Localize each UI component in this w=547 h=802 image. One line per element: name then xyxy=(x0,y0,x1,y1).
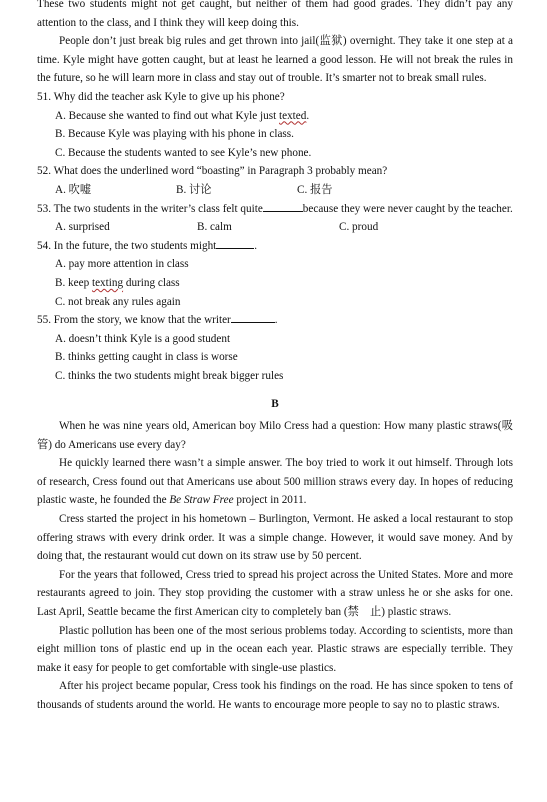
question-51-option-c[interactable]: C. Because the students wanted to see Kyle’s new phone. xyxy=(55,146,312,159)
question-51-option-b[interactable]: B. Because Kyle was playing with his phone in class. xyxy=(55,128,294,141)
question-52-option-a[interactable]: A. 吹嘘 xyxy=(55,183,92,196)
question-52-option-b[interactable]: B. 讨论 xyxy=(176,183,212,196)
project-name-italic: Be Straw Free xyxy=(169,494,234,507)
paragraph-text-tail: project in 2011. xyxy=(233,494,307,507)
question-51-stem: 51. Why did the teacher ask Kyle to give up his phone? xyxy=(37,90,285,103)
question-54-option-c[interactable]: C. not break any rules again xyxy=(55,295,181,308)
stem-text-tail: . xyxy=(254,239,258,252)
question-53-option-b[interactable]: B. calm xyxy=(197,221,232,234)
question-52-options xyxy=(37,181,513,200)
passage-b-paragraph-5: Plastic pollution has been one of the most serious problems today. According to scientists, more than eight million tons of plastic end up in the ocean each year. Plastic straws are especially terrible. They make it easy for people to get comfortable with single-use plastics. xyxy=(37,624,513,674)
passage-a-top-line: These two students might not get caught, but neither of them had good grades. They didn’t pay any attention to the class, and I think they will keep doing this. xyxy=(37,0,513,29)
question-54-stem xyxy=(37,237,513,256)
answer-blank xyxy=(216,237,254,249)
paragraph-text: He quickly learned there wasn’t a simple answer. The boy tried to work it out himself. Through lots of research, Cress found out that Americans use about 500 million straws every day. In hopes of reducing plastic waste, he founded the xyxy=(37,457,513,507)
question-54-option-b[interactable] xyxy=(37,274,513,293)
question-55-option-a[interactable]: A. doesn’t think Kyle is a good student xyxy=(55,332,231,345)
stem-text: 53. The two students in the writer’s class felt quite xyxy=(37,202,263,215)
answer-blank xyxy=(231,311,275,323)
stem-text-tail: because they were never caught by the teacher. xyxy=(302,202,513,215)
passage-b-paragraph-6: After his project became popular, Cress took his findings on the road. He has since spoken to tens of thousands of students around the world. He wants to encourage more people to say no to plastic straws. xyxy=(37,680,513,711)
answer-blank xyxy=(263,200,303,212)
passage-b-paragraph-4: For the years that followed, Cress tried to spread his project across the United States. More and more restaurants agreed to join. They stop providing the customer with a straw unless he or she asks for one. Last April, Seattle became the first American city to completely ban (禁 止) plastic straws. xyxy=(37,568,513,618)
question-53-stem xyxy=(37,200,513,219)
question-55-option-b[interactable]: B. thinks getting caught in class is worse xyxy=(55,351,238,364)
option-text-tail: during class xyxy=(123,276,180,289)
wavy-marked-word-texted: texted xyxy=(279,109,307,122)
question-54-option-a[interactable]: A. pay more attention in class xyxy=(55,258,189,271)
question-55-option-c[interactable]: C. thinks the two students might break bigger rules xyxy=(55,369,284,382)
section-b-heading: B xyxy=(271,398,279,411)
passage-b-paragraph-2 xyxy=(37,454,513,510)
option-text-tail: . xyxy=(306,109,310,122)
question-53-options xyxy=(37,218,513,237)
wavy-marked-word-texting: texting xyxy=(91,276,124,289)
stem-text-tail: . xyxy=(274,314,278,327)
question-53-option-c[interactable]: C. proud xyxy=(339,221,379,234)
passage-b-paragraph-1: When he was nine years old, American boy Milo Cress had a question: How many plastic straws(吸管) do Americans use every day? xyxy=(37,420,513,451)
passage-b-paragraph-3: Cress started the project in his hometown – Burlington, Vermont. He asked a local restaurant to stop offering straws with every drink order. It was a simple change. However, it would save money. And by doing that, the restaurant would cut down on its straw use by 50 percent. xyxy=(37,513,513,563)
question-52-stem: 52. What does the underlined word “boasting” in Paragraph 3 probably mean? xyxy=(37,165,388,178)
question-55-stem xyxy=(37,311,513,330)
option-text: A. Because she wanted to find out what Kyle just xyxy=(55,109,280,122)
stem-text: 54. In the future, the two students might xyxy=(37,239,217,252)
stem-text: 55. From the story, we know that the writer xyxy=(37,314,231,327)
question-52-option-c[interactable]: C. 报告 xyxy=(297,183,333,196)
question-53-option-a[interactable]: A. surprised xyxy=(55,221,110,234)
question-51-option-a[interactable] xyxy=(37,107,513,126)
passage-a-paragraph-jail: People don’t just break big rules and get thrown into jail(监狱) overnight. They take it one step at a time. Kyle might have gotten caught, but at least he learned a good lesson. He will not break the rules in the future, so he will learn more in class and stay out of trouble. It’s smarter not to break small rules. xyxy=(37,35,513,85)
option-text: B. keep xyxy=(55,276,92,289)
